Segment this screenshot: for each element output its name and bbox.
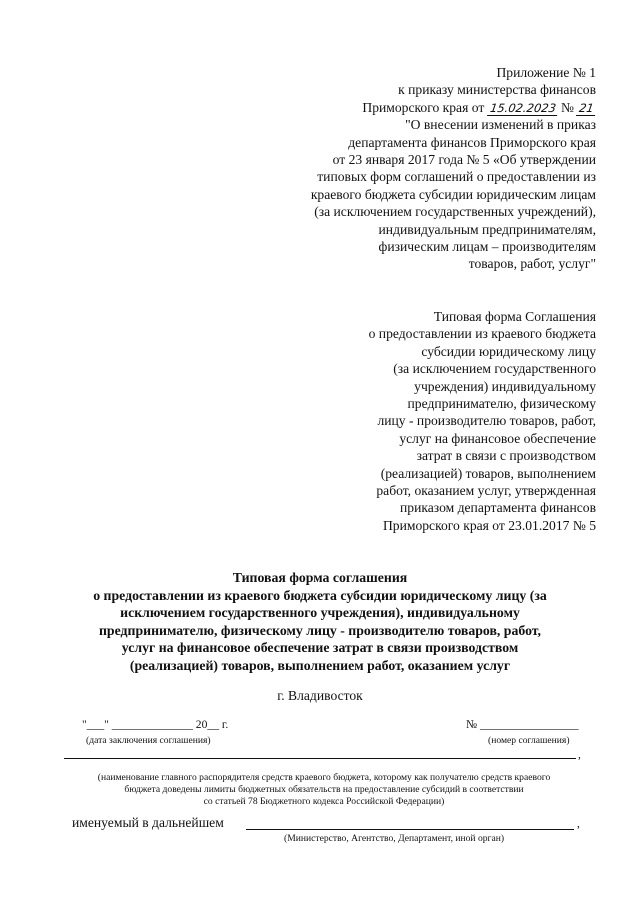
appendix-date-line <box>311 99 596 116</box>
appendix-line: от 23 января 2017 года № 5 «Об утверждении <box>332 152 596 168</box>
typical-form-line: лицу - производителю товаров, работ, <box>377 413 596 429</box>
agreement-date-field[interactable]: "___" ______________ 20__ г. <box>82 718 229 731</box>
ministry-caption-line: бюджета доведены лимиты бюджетных обязательств на предоставление субсидий в соответствии <box>124 784 524 795</box>
hereinafter-field[interactable] <box>246 829 574 830</box>
ministry-caption-line: (наименование главного распорядителя средств краевого бюджета, которому как получателю средств краевого <box>97 772 551 783</box>
appendix-block <box>311 64 596 273</box>
document-title <box>20 569 620 675</box>
appendix-line: Приморского края от <box>362 99 485 115</box>
title-line: предпринимателю, физическому лицу - производителю товаров, работ, <box>98 622 541 638</box>
appendix-line: индивидуальным предпринимателям, <box>378 221 596 237</box>
ministry-caption-line: со статьей 78 Бюджетного кодекса Российской Федерации) <box>203 796 445 807</box>
typical-form-block <box>369 308 596 534</box>
comma: , <box>577 817 580 830</box>
typical-form-line: услуг на финансовое обеспечение <box>399 430 596 446</box>
appendix-line: "О внесении изменений в приказ <box>405 117 596 133</box>
typical-form-line: субсидии юридическому лицу <box>421 343 596 359</box>
typical-form-line: затрат в связи с производством <box>416 448 596 464</box>
handwritten-number: 21 <box>576 102 597 116</box>
appendix-line: (за исключением государственных учреждений), <box>314 204 596 220</box>
appendix-line: физическим лицам – производителям <box>378 239 596 255</box>
agreement-date-caption: (дата заключения соглашения) <box>86 735 211 746</box>
typical-form-line: Приморского края от 23.01.2017 № 5 <box>382 517 596 533</box>
ministry-caption <box>64 772 584 808</box>
appendix-line: к приказу министерства финансов <box>398 82 596 98</box>
typical-form-line: о предоставлении из краевого бюджета <box>368 326 596 342</box>
typical-form-line: работ, оказанием услуг, утвержденная <box>376 483 596 499</box>
appendix-line: департамента финансов Приморского края <box>348 134 596 150</box>
typical-form-line: Типовая форма Соглашения <box>433 309 596 324</box>
city-name: г. Владивосток <box>277 688 363 703</box>
comma: , <box>578 748 581 761</box>
handwritten-date: 15.02.2023 <box>487 102 559 116</box>
title-line: Типовая форма соглашения <box>232 570 408 585</box>
title-line: (реализацией) товаров, выполнением работ, оказанием услуг <box>129 657 511 673</box>
typical-form-line: (реализацией) товаров, выполнением <box>380 465 596 481</box>
typical-form-line: приказом департамента финансов <box>400 500 596 516</box>
title-line: услуг на финансовое обеспечение затрат в связи производством <box>121 640 519 656</box>
title-line: исключением государственного учреждения), индивидуальному <box>120 605 520 621</box>
typical-form-line: предпринимателю, физическому <box>407 396 596 412</box>
agreement-number-field[interactable]: № _________________ <box>466 718 579 731</box>
ministry-name-field[interactable] <box>64 758 576 759</box>
appendix-line: краевого бюджета субсидии юридическим лицам <box>310 186 596 202</box>
number-sign: № <box>560 99 574 115</box>
appendix-line: товаров, работ, услуг" <box>468 256 596 272</box>
typical-form-line: учреждения) индивидуальному <box>414 378 596 394</box>
agreement-number-caption: (номер соглашения) <box>488 735 570 746</box>
hereinafter-label: именуемый в дальнейшем <box>72 815 224 830</box>
hereinafter-caption: (Министерство, Агентство, Департамент, иной орган) <box>284 833 505 844</box>
appendix-line: типовых форм соглашений о предоставлении из <box>317 169 596 185</box>
appendix-line: Приложение № 1 <box>496 65 596 80</box>
title-line: о предоставлении из краевого бюджета субсидии юридическому лицу (за <box>93 587 547 603</box>
typical-form-line: (за исключением государственного <box>393 361 596 377</box>
